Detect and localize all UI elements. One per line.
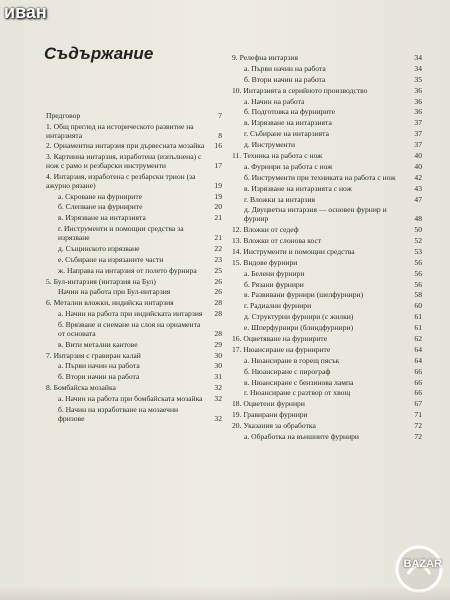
- toc-entry: [232, 65, 422, 74]
- toc-page-number: 20: [214, 202, 222, 212]
- toc-entry-text: Предговор: [46, 111, 81, 120]
- toc-entry: [46, 256, 222, 265]
- toc-page-number: 56: [414, 279, 422, 289]
- toc-page-number: 35: [414, 74, 422, 84]
- toc-entry: [232, 185, 422, 194]
- toc-entry: [232, 368, 422, 377]
- toc-page-number: 50: [414, 225, 422, 235]
- toc-entry: [232, 411, 422, 420]
- toc-page-number: 28: [214, 298, 222, 308]
- toc-entry-text: б. Втори начин на работа: [244, 74, 326, 84]
- toc-right-column: [232, 54, 422, 444]
- toc-entry-text: 7. Интарзия с гравиран калай: [46, 350, 141, 360]
- toc-entry: [232, 119, 422, 128]
- toc-page-number: 37: [414, 129, 422, 139]
- toc-page-number: 37: [414, 140, 422, 150]
- logo-text: BAZAR: [403, 558, 442, 570]
- toc-page-number: 43: [414, 183, 422, 193]
- toc-page-number: 48: [414, 214, 422, 224]
- toc-entry: [232, 108, 422, 117]
- toc-page-number: 31: [214, 372, 222, 382]
- toc-entry: [232, 76, 422, 85]
- toc-entry: [232, 87, 422, 96]
- toc-entry-text: 14. Инструменти и помощни средства: [232, 246, 355, 256]
- watermark-text: иван: [4, 2, 47, 22]
- toc-page-number: 58: [414, 290, 422, 300]
- toc-page-number: 34: [414, 63, 422, 73]
- toc-entry-text: ж. Направа на интарзия от полето фурнира: [58, 265, 197, 275]
- toc-page-number: 40: [414, 151, 422, 161]
- toc-entry-text: 18. Оцветени фурнири: [232, 399, 305, 409]
- toc-entry-text: б. Слепване на фурнирите: [58, 202, 143, 212]
- toc-entry-text: а. Скроване на фурнирите: [58, 191, 143, 201]
- toc-entry: [232, 433, 422, 442]
- toc-page-number: 37: [414, 118, 422, 128]
- toc-page-number: 40: [414, 161, 422, 171]
- toc-page-number: 28: [214, 328, 222, 338]
- toc-page-number: 61: [414, 323, 422, 333]
- toc-page-number: 23: [214, 254, 222, 264]
- toc-entry-text: а. Фурнири за работа с нож: [244, 161, 333, 171]
- toc-entry: [46, 299, 222, 308]
- toc-entry: [232, 226, 422, 235]
- toc-entry: [46, 341, 222, 350]
- toc-page-number: 19: [214, 180, 222, 190]
- toc-entry-text: г. Инструменти и помощни средства за изрязване: [58, 224, 184, 242]
- toc-entry: [46, 384, 222, 393]
- toc-page-number: 72: [414, 421, 422, 431]
- toc-page-number: 36: [414, 96, 422, 106]
- toc-page-number: 47: [414, 194, 422, 204]
- toc-page-number: 56: [414, 257, 422, 267]
- toc-page-number: 32: [214, 413, 222, 423]
- toc-entry: [46, 373, 222, 382]
- toc-entry-text: е. Шперфурнири (блиндфурнири): [244, 323, 354, 333]
- toc-entry: [46, 203, 222, 212]
- toc-entry: [232, 302, 422, 311]
- toc-entry-text: г. Нюансиране с разтвор от хвощ: [244, 388, 351, 398]
- toc-entry: [232, 98, 422, 107]
- toc-entry-text: 9. Релефна интарзия: [232, 53, 298, 62]
- toc-entry-text: д. Структурни фурнири (с жилки): [244, 312, 354, 322]
- toc-page-number: 64: [414, 344, 422, 354]
- toc-entry-text: а. Начин на работа при бомбайската мозайка: [58, 394, 203, 404]
- toc-entry: [46, 310, 222, 319]
- toc-entry-text: а. Начин на работа: [244, 96, 305, 106]
- toc-entry: [46, 123, 222, 140]
- toc-entry: [232, 248, 422, 257]
- toc-entry-text: г. Вложки за интарзия: [244, 194, 316, 204]
- toc-entry: [46, 193, 222, 202]
- toc-entry-text: 19. Гравирани фурнири: [232, 410, 308, 420]
- toc-entry-text: а. Начин на работа при индийската интарзия: [58, 309, 203, 319]
- toc-entry-text: 15. Видове фурнири: [232, 257, 298, 267]
- toc-entry-text: Начин на работа при Бул-интарзия: [58, 287, 171, 297]
- toc-page-number: 29: [214, 339, 222, 349]
- toc-page-number: 17: [214, 161, 222, 171]
- toc-entry-text: б. Нюансиране с пирограф: [244, 366, 331, 376]
- toc-entry-text: в. Изрязване на интарзията с нож: [244, 183, 352, 193]
- toc-page-number: 72: [414, 431, 422, 441]
- toc-page-number: 19: [214, 191, 222, 201]
- toc-entry-text: 11. Техника на работа с нож: [232, 151, 323, 161]
- toc-page-number: 28: [214, 309, 222, 319]
- toc-page-number: 52: [414, 235, 422, 245]
- toc-page-number: 30: [214, 361, 222, 371]
- toc-entry-text: 13. Вложки от слонова кост: [232, 235, 322, 245]
- toc-entry: [46, 112, 222, 121]
- toc-page-number: 30: [214, 350, 222, 360]
- toc-page-number: 21: [214, 213, 222, 223]
- toc-entry-text: 8. Бомбайска мозайка: [46, 383, 116, 393]
- toc-entry: [232, 163, 422, 172]
- toc-entry-text: б. Подготовка на фурнирите: [244, 107, 335, 117]
- toc-entry-text: д. Инструменти: [244, 140, 296, 150]
- toc-entry-text: в. Вити метални кантове: [58, 339, 138, 349]
- toc-page-number: 26: [214, 276, 222, 286]
- toc-page-number: 66: [414, 388, 422, 398]
- toc-page-number: 22: [214, 243, 222, 253]
- toc-entry: [232, 281, 422, 290]
- toc-page-number: 60: [414, 301, 422, 311]
- toc-entry-text: в. Нюансиране с бензинова лампа: [244, 377, 354, 387]
- toc-page-number: 36: [414, 85, 422, 95]
- toc-entry-text: б. Инструменти при техниката на работа с нож: [244, 172, 396, 182]
- toc-entry-text: 6. Метални вложки, индийска интарзия: [46, 298, 174, 308]
- toc-entry: [46, 321, 222, 338]
- toc-entry: [46, 214, 222, 223]
- page-shadow: [0, 586, 450, 600]
- toc-entry: [232, 130, 422, 139]
- toc-page-number: 36: [414, 107, 422, 117]
- toc-entry: [232, 237, 422, 246]
- toc-entry-text: 16. Оцветяване на фурнирите: [232, 333, 328, 343]
- toc-page-number: 61: [414, 312, 422, 322]
- toc-entry-text: а. Обработка на външните фурнири: [244, 431, 359, 441]
- toc-entry-text: 20. Указания за обработка: [232, 421, 316, 431]
- toc-entry: [46, 362, 222, 371]
- toc-entry-text: а. Нюансиране в горещ пясък: [244, 355, 340, 365]
- toc-entry: [232, 379, 422, 388]
- toc-page-number: 62: [414, 333, 422, 343]
- toc-entry-text: а. Първи начин на работа: [244, 63, 326, 73]
- toc-entry-text: в. Развивани фурнири (шелфурнири): [244, 290, 364, 300]
- toc-page-number: 53: [414, 246, 422, 256]
- toc-entry-text: 4. Интарзия, изработена с резбарски трион (за ажурно рязане): [46, 171, 196, 190]
- toc-page-number: 66: [414, 377, 422, 387]
- toc-entry: [46, 406, 222, 423]
- toc-left-column: [46, 112, 222, 426]
- toc-entry: [232, 324, 422, 333]
- toc-entry: [232, 270, 422, 279]
- toc-entry: [232, 54, 422, 63]
- toc-entry: [46, 142, 222, 151]
- toc-entry: [46, 173, 222, 190]
- toc-entry-text: б. Втори начин на работа: [58, 372, 140, 382]
- toc-entry-text: в. Изрязване на интарзията: [58, 213, 146, 223]
- toc-entry: [46, 395, 222, 404]
- toc-page-number: 25: [214, 265, 222, 275]
- toc-entry: [232, 357, 422, 366]
- toc-entry: [46, 278, 222, 287]
- toc-entry-text: д. Двуцветна интарзия — основен фурнир и фурнир: [244, 205, 387, 224]
- toc-entry: [232, 346, 422, 355]
- toc-page-number: 71: [414, 410, 422, 420]
- toc-entry-text: 10. Интарзията в серийното производство: [232, 85, 368, 95]
- toc-page-number: 42: [414, 172, 422, 182]
- toc-page-number: 34: [414, 53, 422, 62]
- toc-entry-text: 2. Орнаментна интарзия при дървесната мозайка: [46, 141, 205, 151]
- toc-page-number: 16: [214, 141, 222, 151]
- toc-entry-text: б. Врязване и снемане на слоя на орнамента от основата: [58, 320, 201, 338]
- toc-entry-text: 5. Бул-интарзия (интарзия на Бул): [46, 276, 156, 286]
- toc-entry-text: 3. Картинна интарзия, изработена (изпълнена) с нож с рамо и резбарски инструменти: [46, 152, 202, 171]
- toc-entry: [232, 313, 422, 322]
- toc-entry: [46, 225, 222, 242]
- toc-entry: [232, 196, 422, 205]
- toc-entry-text: 12. Вложки от седеф: [232, 225, 299, 235]
- toc-entry-text: а. Белени фурнири: [244, 268, 305, 278]
- toc-entry: [232, 259, 422, 268]
- toc-entry-text: г. Събиране на интарзията: [244, 129, 329, 139]
- toc-entry-text: в. Изрязване на интарзията: [244, 118, 332, 128]
- toc-entry: [232, 422, 422, 431]
- toc-page-number: 8: [218, 130, 222, 140]
- toc-entry: [46, 153, 222, 170]
- toc-entry: [46, 267, 222, 276]
- toc-entry: [232, 174, 422, 183]
- toc-page-number: 21: [214, 232, 222, 242]
- toc-entry-text: б. Начин на изработване на мозаечни фризове: [58, 405, 179, 423]
- page-title: Съдържание: [44, 44, 154, 63]
- toc-page-number: 66: [414, 366, 422, 376]
- toc-entry: [232, 206, 422, 223]
- toc-entry: [232, 152, 422, 161]
- toc-entry-text: д. Същинското изрязване: [58, 243, 140, 253]
- toc-entry: [46, 352, 222, 361]
- toc-entry-text: г. Радиални фурнири: [244, 301, 312, 311]
- toc-entry-text: б. Рязани фурнири: [244, 279, 304, 289]
- toc-page-number: 67: [414, 399, 422, 409]
- toc-entry-text: е. Събиране на изрязаните части: [58, 254, 164, 264]
- toc-entry: [46, 288, 222, 297]
- toc-page-number: 32: [214, 383, 222, 393]
- toc-entry: [46, 245, 222, 254]
- toc-entry: [232, 400, 422, 409]
- toc-entry-text: 17. Нюансиране на фурнирите: [232, 344, 331, 354]
- toc-entry: [232, 335, 422, 344]
- toc-page-number: 64: [414, 355, 422, 365]
- toc-entry: [232, 291, 422, 300]
- toc-page-number: 56: [414, 268, 422, 278]
- toc-entry: [232, 389, 422, 398]
- toc-page-number: 7: [218, 111, 222, 120]
- toc-entry-text: а. Първи начин на работа: [58, 361, 140, 371]
- toc-page-number: 32: [214, 394, 222, 404]
- toc-page-number: 26: [214, 287, 222, 297]
- toc-entry: [232, 141, 422, 150]
- toc-entry-text: 1. Общ преглед на историческото развитие на интарзията: [46, 121, 194, 140]
